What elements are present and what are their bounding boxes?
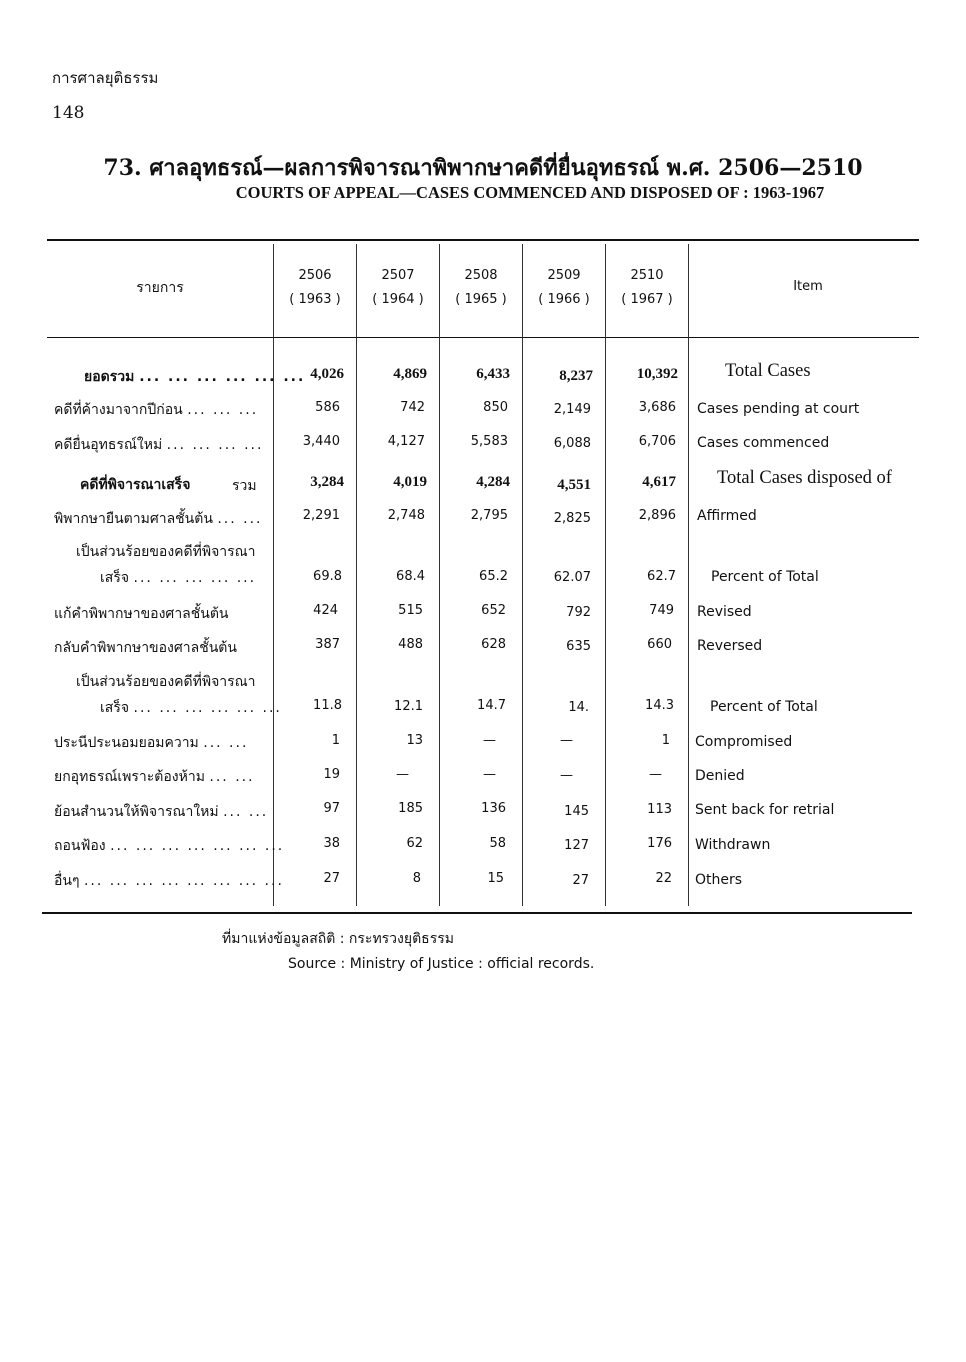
table-top-rule xyxy=(47,239,919,241)
table-cell: 2,896 xyxy=(638,508,676,523)
row-label-thai: แก้คำพิพากษาของศาลชั้นต้น xyxy=(54,606,229,622)
page-number: 148 xyxy=(52,103,85,123)
row-label-thai-cont: เสร็จ ... ... ... ... ... xyxy=(100,570,257,586)
row-label-english: Affirmed xyxy=(697,508,757,524)
table-bottom-rule xyxy=(42,912,912,914)
table-cell: 3,284 xyxy=(310,474,344,490)
table-cell: 4,551 xyxy=(557,477,591,493)
table-cell: 2,291 xyxy=(302,508,340,523)
table-cell: 113 xyxy=(647,802,672,817)
row-label-thai: ยอดรวม ... ... ... ... ... ... xyxy=(84,369,306,385)
row-label-thai: คดียื่นอุทธรณ์ใหม่ ... ... ... ... xyxy=(54,437,264,453)
table-cell: 6,706 xyxy=(638,434,676,449)
table-cell: 1 xyxy=(331,733,340,748)
source-note-thai: ที่มาแห่งข้อมูลสถิติ : กระทรวงยุติธรรม xyxy=(222,931,454,947)
table-cell: — xyxy=(560,768,573,783)
source-note-english: Source : Ministry of Justice : official records. xyxy=(288,956,595,972)
row-label-thai: ถอนฟ้อง ... ... ... ... ... ... ... xyxy=(54,838,285,854)
table-cell: 4,869 xyxy=(393,366,427,382)
header-bottom-rule xyxy=(47,337,919,338)
row-label-english: Total Cases xyxy=(725,361,811,381)
row-label-english: Denied xyxy=(695,768,745,784)
table-cell: 4,019 xyxy=(393,474,427,490)
row-label-english: Percent of Total xyxy=(710,699,818,715)
year-header: 2509 ( 1966 ) xyxy=(538,268,590,307)
table-cell: 14.3 xyxy=(645,698,674,713)
row-label-thai-total: รวม xyxy=(232,478,257,494)
row-label-thai: ย้อนสำนวนให้พิจารณาใหม่ ... ... xyxy=(54,804,269,820)
table-cell: 127 xyxy=(564,838,589,853)
table-cell: 27 xyxy=(572,873,589,888)
table-cell: 2,825 xyxy=(553,511,591,526)
table-cell: 6,088 xyxy=(553,436,591,451)
table-cell: — xyxy=(483,767,496,782)
table-cell: 652 xyxy=(481,603,506,618)
table-cell: 2,149 xyxy=(553,402,591,417)
table-title-thai: 73. ศาลอุทธรณ์—ผลการพิจารณาพิพากษาคดีที่ยื่นอุทธรณ์ พ.ศ. 2506—2510 xyxy=(103,155,863,181)
table-cell: 749 xyxy=(649,603,674,618)
table-cell: 1 xyxy=(661,733,670,748)
table-cell: 387 xyxy=(315,637,340,652)
table-cell: 515 xyxy=(398,603,423,618)
table-cell: 62.07 xyxy=(553,570,591,585)
running-head: การศาลยุติธรรม xyxy=(52,69,159,87)
table-cell: 65.2 xyxy=(479,569,508,584)
table-cell: 5,583 xyxy=(470,434,508,449)
table-cell: 11.8 xyxy=(313,698,342,713)
year-header: 2507 ( 1964 ) xyxy=(372,268,424,307)
table-cell: 145 xyxy=(564,804,589,819)
table-cell: — xyxy=(560,733,573,748)
table-cell: 2,748 xyxy=(387,508,425,523)
table-cell: 586 xyxy=(315,400,340,415)
table-cell: 14.7 xyxy=(477,698,506,713)
table-cell: 4,026 xyxy=(310,366,344,382)
table-cell: 176 xyxy=(647,836,672,851)
table-cell: 742 xyxy=(400,400,425,415)
row-label-thai: คดีที่ค้างมาจากปีก่อน ... ... ... xyxy=(54,402,259,418)
table-cell: 635 xyxy=(566,639,591,654)
row-label-thai: เป็นส่วนร้อยของคดีที่พิจารณา xyxy=(76,674,256,690)
table-cell: 8,237 xyxy=(559,368,593,384)
row-label-english: Others xyxy=(695,872,743,888)
table-cell: 62 xyxy=(406,836,423,851)
table-cell: 3,686 xyxy=(638,400,676,415)
table-cell: 15 xyxy=(487,871,504,886)
table-cell: 13 xyxy=(406,733,423,748)
column-divider xyxy=(688,244,689,906)
row-label-thai: อื่นๆ ... ... ... ... ... ... ... ... xyxy=(54,873,284,889)
table-cell: 38 xyxy=(323,836,340,851)
table-cell: — xyxy=(396,767,409,782)
table-cell: 660 xyxy=(647,637,672,652)
row-label-english: Total Cases disposed of xyxy=(717,468,892,488)
table-cell: 3,440 xyxy=(302,434,340,449)
header-item-thai: รายการ xyxy=(136,280,184,296)
year-header: 2510 ( 1967 ) xyxy=(621,268,673,307)
row-label-thai: คดีที่พิจารณาเสร็จ xyxy=(80,477,191,493)
table-cell: 792 xyxy=(566,605,591,620)
table-cell: 4,127 xyxy=(387,434,425,449)
table-cell: 10,392 xyxy=(636,366,678,382)
table-cell: 4,617 xyxy=(642,474,676,490)
row-label-thai: ประนีประนอมยอมความ ... ... xyxy=(54,735,249,751)
year-header: 2508 ( 1965 ) xyxy=(455,268,507,307)
row-label-thai: กลับคำพิพากษาของศาลชั้นต้น xyxy=(54,640,237,656)
year-header: 2506 ( 1963 ) xyxy=(289,268,341,307)
table-cell: 19 xyxy=(323,767,340,782)
table-cell: 97 xyxy=(323,801,340,816)
row-label-english: Revised xyxy=(697,604,752,620)
table-cell: 8 xyxy=(412,871,421,886)
table-cell: 628 xyxy=(481,637,506,652)
row-label-english: Cases commenced xyxy=(697,435,830,451)
table-cell: 68.4 xyxy=(396,569,425,584)
table-cell: 12.1 xyxy=(394,699,423,714)
table-cell: 58 xyxy=(489,836,506,851)
row-label-english: Reversed xyxy=(697,638,763,654)
table-cell: 4,284 xyxy=(476,474,510,490)
table-cell: 2,795 xyxy=(470,508,508,523)
table-cell: 22 xyxy=(655,871,672,886)
table-cell: 136 xyxy=(481,801,506,816)
row-label-english: Cases pending at court xyxy=(697,401,860,417)
row-label-thai: เป็นส่วนร้อยของคดีที่พิจารณา xyxy=(76,544,256,560)
table-cell: 69.8 xyxy=(313,569,342,584)
table-cell: 850 xyxy=(483,400,508,415)
table-cell: 424 xyxy=(313,603,338,618)
table-cell: — xyxy=(483,733,496,748)
table-cell: 6,433 xyxy=(476,366,510,382)
table-cell: 14. xyxy=(568,700,589,715)
table-title-english: COURTS OF APPEAL—CASES COMMENCED AND DISPOSED OF : 1963-1967 xyxy=(235,183,825,202)
row-label-thai: พิพากษายืนตามศาลชั้นต้น ... ... xyxy=(54,511,263,527)
table-cell: 62.7 xyxy=(647,569,676,584)
row-label-english: Withdrawn xyxy=(695,837,771,853)
header-item-english: Item xyxy=(793,279,823,294)
row-label-thai: ยกอุทธรณ์เพราะต้องห้าม ... ... xyxy=(54,769,255,785)
table-cell: 27 xyxy=(323,871,340,886)
table-cell: 488 xyxy=(398,637,423,652)
row-label-thai-cont: เสร็จ ... ... ... ... ... ... xyxy=(100,700,282,716)
table-cell: 185 xyxy=(398,801,423,816)
row-label-english: Sent back for retrial xyxy=(695,802,835,818)
table-cell: — xyxy=(649,767,662,782)
row-label-english: Percent of Total xyxy=(711,569,819,585)
row-label-english: Compromised xyxy=(695,734,793,750)
